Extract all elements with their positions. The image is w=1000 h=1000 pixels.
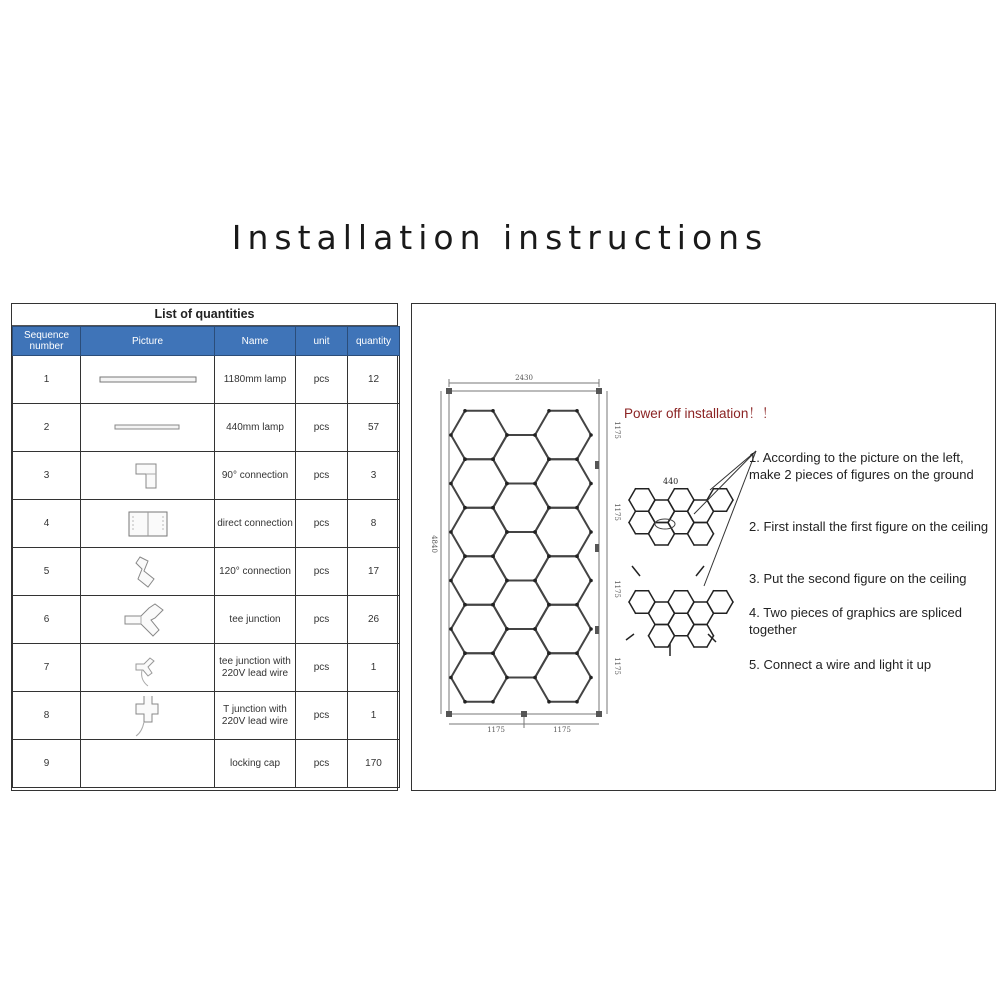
right-dimension: 1175	[613, 657, 621, 675]
joint-node	[533, 433, 537, 437]
row-name: 90° connection	[215, 452, 296, 500]
joint-node	[533, 530, 537, 534]
joint-node	[575, 457, 579, 461]
joint-node	[589, 433, 593, 437]
table-row	[13, 548, 400, 596]
quantities-table-panel	[11, 303, 398, 791]
joint-node	[713, 613, 715, 615]
joint-node	[687, 613, 689, 615]
joint-node	[463, 554, 467, 558]
row-name: tee junction	[215, 596, 296, 644]
joint-node	[667, 544, 669, 546]
table-row	[13, 404, 400, 452]
joint-node	[635, 613, 637, 615]
joint-node	[648, 533, 650, 535]
row-unit: pcs	[296, 452, 348, 500]
hexagon	[535, 411, 591, 459]
tee-junction-icon	[121, 600, 175, 640]
direct-connector-icon	[123, 507, 173, 541]
joint-node	[648, 590, 650, 592]
row-unit: pcs	[296, 740, 348, 788]
lamp-stub	[632, 566, 640, 576]
header-name: Name	[215, 327, 296, 356]
joint-node	[732, 601, 734, 603]
connection-highlight	[655, 519, 675, 529]
hexagon	[535, 459, 591, 508]
quantities-table	[12, 326, 400, 788]
right-dimension: 1175	[613, 503, 621, 521]
joint-node	[667, 601, 669, 603]
joint-node	[635, 590, 637, 592]
joint-node	[547, 554, 551, 558]
hexagon	[451, 411, 507, 459]
joint-node	[505, 482, 509, 486]
joint-node	[726, 613, 728, 615]
joint-node	[463, 700, 467, 704]
page-title: Installation instructions	[231, 218, 769, 257]
tee-junction-wire-icon	[128, 648, 168, 688]
hexagon-grid-layout	[449, 409, 593, 704]
mini-hexagon	[707, 489, 733, 512]
row-seq: 3	[13, 452, 81, 500]
joint-node	[463, 603, 467, 607]
lamp-stub	[696, 566, 704, 576]
joint-node	[706, 646, 708, 648]
joint-node	[726, 488, 728, 490]
first-figure-diagram	[628, 488, 734, 546]
joint-node	[463, 651, 467, 655]
joint-node	[687, 488, 689, 490]
joint-node	[449, 482, 453, 486]
joint-node	[693, 601, 695, 603]
row-quantity: 1	[348, 692, 400, 740]
hexagon	[535, 556, 591, 605]
90-connector-icon	[128, 458, 168, 494]
joint-node	[533, 676, 537, 680]
joint-node	[449, 530, 453, 534]
joint-node	[667, 499, 669, 501]
step-2: 2. First install the first figure on the ceiling	[749, 519, 989, 534]
row-quantity: 57	[348, 404, 400, 452]
bottom-dimension: 1175	[487, 726, 505, 734]
hexagon	[451, 605, 507, 654]
row-seq: 6	[13, 596, 81, 644]
joint-node	[648, 613, 650, 615]
height-dimension: 4840	[430, 535, 438, 553]
row-picture-empty	[81, 740, 215, 788]
row-seq: 9	[13, 740, 81, 788]
joint-node	[648, 488, 650, 490]
bottom-dimension: 1175	[553, 726, 571, 734]
row-quantity: 8	[348, 500, 400, 548]
joint-node	[726, 590, 728, 592]
step-4: 4. Two pieces of graphics are spliced together	[749, 605, 962, 637]
joint-node	[491, 603, 495, 607]
header-unit: unit	[296, 327, 348, 356]
step-5: 5. Connect a wire and light it up	[749, 657, 932, 672]
hexagon	[493, 629, 549, 678]
hexagon	[535, 508, 591, 557]
mini-dimension: 440	[663, 477, 679, 486]
joint-node	[674, 488, 676, 490]
row-quantity: 3	[348, 452, 400, 500]
joint-node	[505, 627, 509, 631]
joint-node	[687, 590, 689, 592]
joint-node	[648, 635, 650, 637]
joint-node	[491, 409, 495, 413]
row-name: locking cap	[215, 740, 296, 788]
joint-node	[674, 533, 676, 535]
joint-node	[687, 511, 689, 513]
table-header-row	[13, 327, 400, 356]
joint-node	[635, 488, 637, 490]
joint-node	[575, 554, 579, 558]
row-seq: 8	[13, 692, 81, 740]
joint-node	[463, 506, 467, 510]
hexagon	[535, 653, 591, 702]
width-dimension: 2430	[515, 374, 533, 382]
lamp-stub	[708, 634, 716, 642]
joint-node	[693, 544, 695, 546]
joint-node	[491, 700, 495, 704]
table-row	[13, 356, 400, 404]
right-dimension: 1175	[613, 580, 621, 598]
table-row	[13, 644, 400, 692]
row-name: T junction with 220V lead wire	[215, 692, 296, 740]
joint-node	[449, 627, 453, 631]
joint-node	[693, 646, 695, 648]
joint-node	[505, 530, 509, 534]
joint-node	[654, 544, 656, 546]
second-figure-diagram	[626, 566, 734, 656]
row-seq: 5	[13, 548, 81, 596]
row-quantity: 17	[348, 548, 400, 596]
joint-node	[449, 433, 453, 437]
joint-node	[713, 590, 715, 592]
row-seq: 7	[13, 644, 81, 692]
hexagon	[493, 435, 549, 484]
joint-node	[693, 624, 695, 626]
header-seq: Sequence number	[13, 327, 81, 356]
120-connector-icon	[130, 553, 166, 591]
joint-node	[667, 624, 669, 626]
power-off-warning: Power off installation！！	[624, 406, 776, 421]
row-name: tee junction with 220V lead wire	[215, 644, 296, 692]
outer-frame	[441, 379, 607, 728]
joint-node	[575, 409, 579, 413]
row-unit: pcs	[296, 596, 348, 644]
joint-node	[547, 651, 551, 655]
joint-node	[713, 511, 715, 513]
joint-node	[463, 409, 467, 413]
hexagon	[493, 484, 549, 533]
lamp-stub	[626, 634, 634, 640]
joint-node	[505, 676, 509, 680]
joint-node	[732, 499, 734, 501]
joint-node	[635, 511, 637, 513]
joint-node	[589, 627, 593, 631]
row-quantity: 1	[348, 644, 400, 692]
long-lamp-icon	[98, 374, 198, 386]
hexagon	[451, 459, 507, 508]
joint-node	[648, 511, 650, 513]
joint-node	[654, 646, 656, 648]
joint-node	[693, 499, 695, 501]
joint-node	[693, 522, 695, 524]
joint-node	[667, 646, 669, 648]
joint-node	[491, 651, 495, 655]
row-name: 120° connection	[215, 548, 296, 596]
header-picture: Picture	[81, 327, 215, 356]
joint-node	[628, 601, 630, 603]
joint-node	[463, 457, 467, 461]
joint-node	[674, 590, 676, 592]
hexagon	[493, 532, 549, 581]
joint-node	[491, 506, 495, 510]
row-quantity: 12	[348, 356, 400, 404]
row-unit: pcs	[296, 644, 348, 692]
joint-node	[589, 530, 593, 534]
joint-node	[667, 522, 669, 524]
row-unit: pcs	[296, 500, 348, 548]
installation-diagram-panel	[411, 303, 996, 791]
row-name: direct connection	[215, 500, 296, 548]
joint-node	[547, 506, 551, 510]
hexagon	[451, 653, 507, 702]
joint-node	[449, 579, 453, 583]
joint-node	[674, 511, 676, 513]
joint-node	[547, 457, 551, 461]
joint-node	[654, 499, 656, 501]
joint-node	[654, 601, 656, 603]
table-row	[13, 596, 400, 644]
row-quantity: 26	[348, 596, 400, 644]
mini-hexagon	[707, 591, 733, 614]
joint-node	[533, 579, 537, 583]
row-unit: pcs	[296, 404, 348, 452]
joint-node	[505, 579, 509, 583]
joint-node	[533, 627, 537, 631]
joint-node	[713, 533, 715, 535]
header-quantity: quantity	[348, 327, 400, 356]
joint-node	[713, 635, 715, 637]
row-unit: pcs	[296, 356, 348, 404]
joint-node	[706, 624, 708, 626]
right-dimension: 1175	[613, 421, 621, 439]
table-row	[13, 740, 400, 788]
joint-node	[575, 603, 579, 607]
joint-node	[547, 409, 551, 413]
short-lamp-icon	[113, 423, 183, 433]
row-seq: 2	[13, 404, 81, 452]
table-caption: List of quantities	[12, 304, 397, 326]
hexagon	[535, 605, 591, 654]
row-seq: 4	[13, 500, 81, 548]
hexagon	[493, 581, 549, 630]
joint-node	[674, 635, 676, 637]
row-name: 1180mm lamp	[215, 356, 296, 404]
row-unit: pcs	[296, 548, 348, 596]
t-junction-wire-icon	[128, 694, 168, 738]
joint-node	[547, 603, 551, 607]
table-row	[13, 452, 400, 500]
joint-node	[706, 601, 708, 603]
joint-node	[635, 533, 637, 535]
joint-node	[533, 482, 537, 486]
joint-node	[575, 506, 579, 510]
joint-node	[654, 624, 656, 626]
joint-node	[575, 651, 579, 655]
step-1: 1. According to the picture on the left, make 2 pieces of figures on the ground	[749, 450, 974, 482]
row-quantity: 170	[348, 740, 400, 788]
joint-node	[706, 522, 708, 524]
joint-node	[589, 676, 593, 680]
row-name: 440mm lamp	[215, 404, 296, 452]
hexagon	[451, 508, 507, 557]
joint-node	[505, 433, 509, 437]
joint-node	[674, 613, 676, 615]
joint-node	[726, 511, 728, 513]
joint-node	[575, 700, 579, 704]
installation-diagram	[412, 304, 995, 790]
joint-node	[589, 482, 593, 486]
joint-node	[687, 533, 689, 535]
step-3: 3. Put the second figure on the ceiling	[749, 571, 967, 586]
row-unit: pcs	[296, 692, 348, 740]
joint-node	[628, 499, 630, 501]
hexagon	[451, 556, 507, 605]
joint-node	[547, 700, 551, 704]
table-row	[13, 500, 400, 548]
joint-node	[589, 579, 593, 583]
table-row	[13, 692, 400, 740]
joint-node	[491, 457, 495, 461]
mini-hexagon	[688, 523, 714, 546]
row-seq: 1	[13, 356, 81, 404]
joint-node	[449, 676, 453, 680]
joint-node	[628, 522, 630, 524]
joint-node	[687, 635, 689, 637]
joint-node	[491, 554, 495, 558]
joint-node	[706, 544, 708, 546]
